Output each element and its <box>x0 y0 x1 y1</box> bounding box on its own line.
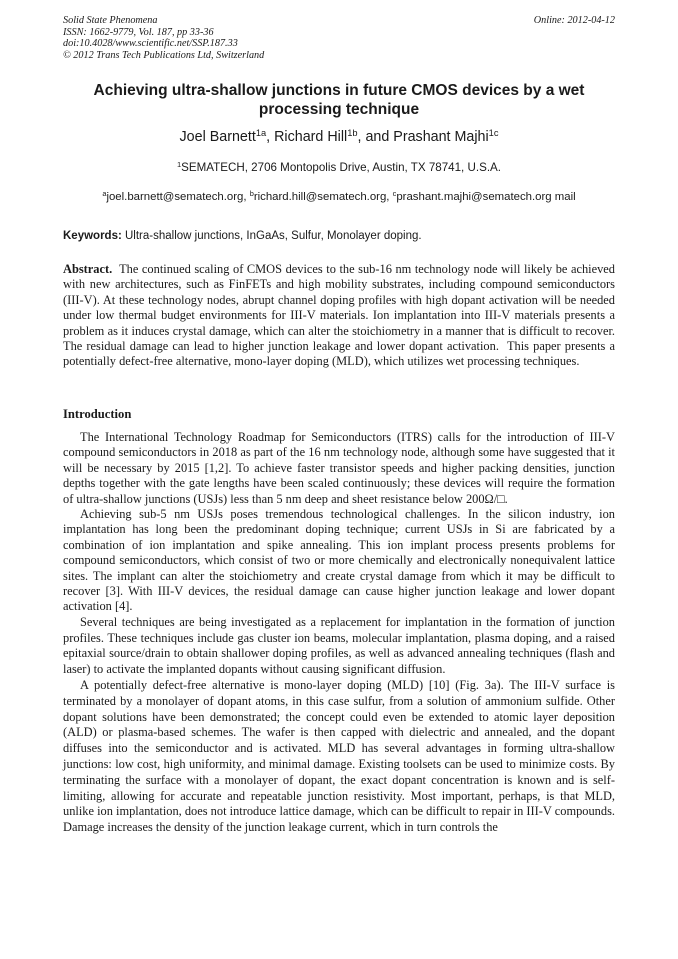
affiliation-superscript: 1 <box>176 159 182 169</box>
paragraph: Achieving sub-5 nm USJs poses tremendous technological challenges. In the silicon industry, ion implantation has long been the predominant doping technique; current USJs in Si are fabricated by a combination of ion implantation and spike annealing. This ion implant process presents problems for compound semiconductors, which consist of two or more chemically and electronically nonequivalent lattice sites. The implant can alter the stoichiometry and create crystal damage from which it may be difficult to recover [3]. With III-V devices, the residual damage can cause higher junction leakage and lower dopant activation [4]. <box>63 507 615 614</box>
abstract-text: The continued scaling of CMOS devices to the sub-16 nm technology node will likely be achieved with new architectures, such as FinFETs and high mobility substrates, including compound semiconductors (III-V). At these technology nodes, abrupt channel doping profiles with high dopant activation will be needed under low thermal budget environments for III-V materials. Ion implantation into III-V materials presents a problem as it induces crystal damage, which can alter the stoichiometry in a manner that is difficult to recover. The residual damage can lead to higher junction leakage and lower dopant activation. This paper presents a potentially defect-free alternative, mono-layer doping (MLD), which utilizes wet processing techniques. <box>63 262 619 369</box>
keywords-label: Keywords: <box>63 230 122 242</box>
author-name: Richard Hill <box>274 129 348 145</box>
email-superscript: b <box>249 188 254 198</box>
paper-title: Achieving ultra-shallow junctions in future CMOS devices by a wet processing technique <box>93 82 585 118</box>
online-date: Online: 2012-04-12 <box>533 15 615 26</box>
affiliation <box>63 161 615 175</box>
email-list <box>63 190 615 204</box>
email-superscript: c <box>392 188 397 198</box>
email-link[interactable]: prashant.majhi@sematech.org mail <box>396 191 576 203</box>
email-superscript: a <box>102 188 107 198</box>
doi-line[interactable]: doi:10.4028/www.scientific.net/SSP.187.33 <box>63 38 238 49</box>
author-list <box>63 128 615 146</box>
introduction-body <box>63 430 615 836</box>
author-name: Prashant Majhi <box>393 129 489 145</box>
affiliation-text: SEMATECH, 2706 Montopolis Drive, Austin, TX 78741, U.S.A. <box>181 161 502 174</box>
author-superscript: 1b <box>347 127 358 138</box>
abstract <box>63 262 619 370</box>
keywords <box>63 229 615 243</box>
author-superscript: 1c <box>488 127 499 138</box>
section-heading: Introduction <box>63 407 132 421</box>
author-name: Joel Barnett <box>179 129 256 145</box>
email-link[interactable]: joel.barnett@sematech.org, <box>106 191 250 203</box>
author-superscript: 1a <box>255 127 267 138</box>
issn-line: ISSN: 1662-9779, Vol. 187, pp 33-36 <box>63 26 214 38</box>
author-separator: , and <box>357 129 394 145</box>
copyright-line: © 2012 Trans Tech Publications Ltd, Switzerland <box>63 49 265 61</box>
email-link[interactable]: richard.hill@sematech.org, <box>253 191 393 203</box>
paragraph: The International Technology Roadmap for Semiconductors (ITRS) calls for the introduction of III-V compound semiconductors in 2018 as part of the 16 nm technology node, although some have suggested that it will be necessary by 2015 [1,2]. To achieve faster transistor speeds and higher packing densities, junction depths together with the gate lengths have been scaled continuously; these devices will require the formation of ultra-shallow junctions (USJs) less than 5 nm deep and sheet resistance below 200Ω/□. <box>63 430 615 506</box>
abstract-label: Abstract. <box>63 262 113 276</box>
paragraph: Several techniques are being investigated as a replacement for implantation in the formation of junction profiles. These techniques include gas cluster ion beams, molecular implantation, plasma doping, and a raised epitaxial source/drain to obtain shallower doping profiles, as well as advanced annealing techniques (flash and laser) to activate the implanted dopants without causing significant diffusion. <box>63 614 615 677</box>
journal-header <box>63 15 615 61</box>
author-separator: , <box>266 129 275 145</box>
paragraph: A potentially defect-free alternative is mono-layer doping (MLD) [10] (Fig. 3a). The III-V surface is terminated by a monolayer of dopant atoms, in this case sulfur, from a solution of ammonium sulfide. Other dopant solutions have been demonstrated; the concept could even be extended to atomic layer deposition (ALD) or plasma-based schemes. The wafer is then capped with dielectric and annealed, and the dopant diffuses into the semiconductor and is activated. MLD has several advantages in forming ultra-shallow junctions: low cost, high uniformity, and minimal damage. Existing toolsets can be used to minimize costs. By terminating the surface with a monolayer of dopant, the exact dopant concentration is known and is self-limiting, allowing for accurate and repeatable junction resistivity. Most important, perhaps, is that MLD, unlike ion implantation, does not introduce lattice damage, which can be difficult to repair in III-V compounds. Damage increases the density of the junction leakage current, which in turn controls the <box>63 678 615 835</box>
keywords-text: Ultra-shallow junctions, InGaAs, Sulfur, Monolayer doping. <box>121 230 422 242</box>
journal-name: Solid State Phenomena <box>63 15 158 26</box>
